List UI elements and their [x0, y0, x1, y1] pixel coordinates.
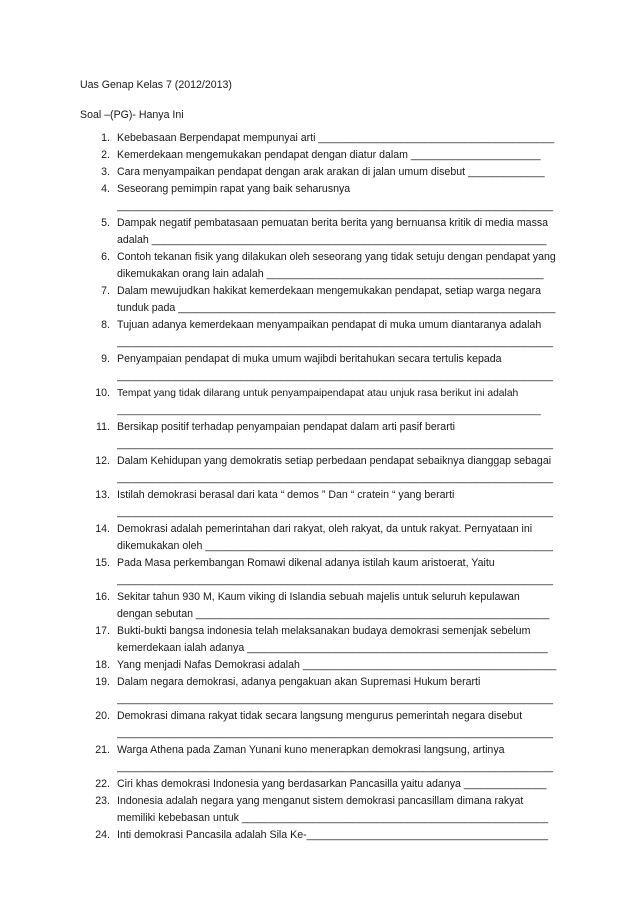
question-text: Demokrasi adalah pemerintahan dari rakyat, oleh rakyat, da untuk rakyat. Pernyataan ini: [117, 523, 533, 535]
question-text: Bersikap positif terhadap penyampaian pendapat dalam arti pasif berarti: [117, 421, 456, 433]
answer-line: __________________________________________________________________________: [117, 761, 553, 773]
question-number: 6.: [101, 251, 110, 263]
question-text: Cara menyampaikan pendapat dengan arak arakan di jalan umum disebut _____________: [117, 166, 545, 178]
question-item: [80, 283, 570, 317]
question-number: 17.: [95, 625, 110, 637]
question-text: Dalam negara demokrasi, adanya pengakuan akan Supremasi Hukum berarti: [117, 676, 481, 688]
question-number: 13.: [95, 489, 110, 501]
question-item: [80, 130, 570, 147]
question-item: [80, 317, 570, 351]
question-item: [80, 708, 570, 742]
question-number: 22.: [95, 778, 110, 790]
answer-line: __________________________________________________________________________: [117, 574, 553, 586]
answer-line: __________________________________________________________________________: [117, 200, 553, 212]
question-list: [80, 130, 570, 844]
answer-line: kemerdekaan ialah adanya ___________________________________________________: [117, 642, 548, 654]
question-number: 18.: [95, 659, 110, 671]
question-number: 20.: [95, 710, 110, 722]
question-text: Inti demokrasi Pancasila adalah Sila Ke-_________________________________________: [117, 829, 549, 841]
answer-line: adalah ___________________________________________________________________: [117, 234, 547, 246]
question-text: Tujuan adanya kemerdekaan menyampaikan pendapat di muka umum diantaranya adalah: [117, 319, 542, 331]
question-item: [80, 419, 570, 453]
question-item: [80, 657, 570, 674]
question-number: 4.: [101, 183, 110, 195]
question-number: 16.: [95, 591, 110, 603]
question-item: [80, 147, 570, 164]
question-number: 9.: [101, 353, 110, 365]
question-number: 11.: [96, 421, 110, 433]
question-number: 1.: [101, 132, 110, 144]
answer-line: __________________________________________________________________________: [117, 438, 553, 450]
question-text: Istilah demokrasi berasal dari kata “ demos ” Dan “ cratein “ yang berarti: [117, 489, 455, 501]
question-text: Bukti-bukti bangsa indonesia telah melaksanakan budaya demokrasi semenjak sebelum: [117, 625, 531, 637]
question-item: [80, 776, 570, 793]
question-text: Contoh tekanan fisik yang dilakukan oleh seseorang yang tidak setuju dengan pendapat yang: [117, 251, 556, 263]
answer-line: dikemukakan oleh ___________________________________________________________: [117, 540, 553, 552]
question-number: 7.: [101, 285, 110, 297]
question-item: [80, 215, 570, 249]
question-text: Dalam mewujudkan hakikat kemerdekaan mengemukakan pendapat, setiap warga negara: [117, 285, 542, 297]
answer-line: __________________________________________________________________________: [117, 336, 553, 348]
question-item: [80, 181, 570, 215]
question-text: Kemerdekaan mengemukakan pendapat dengan diatur dalam ______________________: [117, 149, 541, 161]
answer-line: memiliki kebebasan untuk ____________________________________________________: [117, 812, 549, 824]
question-number: 14.: [95, 523, 110, 535]
question-text: Ciri khas demokrasi Indonesia yang berdasarkan Pancasilla yaitu adanya ______________: [117, 778, 547, 790]
answer-line: __________________________________________________________________________: [117, 506, 553, 518]
question-number: 15.: [95, 557, 110, 569]
question-number: 12.: [95, 455, 110, 467]
question-number: 3.: [101, 166, 110, 178]
answer-line: tunduk pada ________________________________________________________________: [117, 302, 556, 314]
question-item: [80, 793, 570, 827]
question-item: [80, 487, 570, 521]
question-text: Seseorang pemimpin rapat yang baik seharusnya: [117, 183, 351, 195]
question-number: 23.: [95, 795, 110, 807]
question-item: [80, 674, 570, 708]
question-item: [80, 249, 570, 283]
question-number: 2.: [101, 149, 110, 161]
answer-line: __________________________________________________________________________: [117, 472, 553, 484]
question-item: [80, 385, 570, 419]
question-item: [80, 589, 570, 623]
question-number: 21.: [95, 744, 110, 756]
answer-line: __________________________________________________________________________: [117, 370, 553, 382]
question-text: Dalam Kehidupan yang demokratis setiap perbedaan pendapat sebaiknya dianggap sebagai: [117, 455, 552, 467]
question-text: Demokrasi dimana rakyat tidak secara langsung mengurus pemerintah negara disebut: [117, 710, 523, 722]
question-text: Penyampaian pendapat di muka umum wajibdi beritahukan secara tertulis kepada: [117, 353, 502, 365]
question-item: [80, 827, 570, 844]
question-item: [80, 555, 570, 589]
exam-title: Uas Genap Kelas 7 (2012/2013): [80, 79, 232, 91]
question-number: 19.: [95, 676, 110, 688]
question-number: 10.: [95, 387, 110, 399]
question-text: Sekitar tahun 930 M, Kaum viking di Islandia sebuah majelis untuk seluruh kepulawan: [117, 591, 520, 603]
question-text: Kebebasaan Berpendapat mempunyai arti ________________________________________: [117, 132, 555, 144]
question-text: Warga Athena pada Zaman Yunani kuno menerapkan demokrasi langsung, artinya: [117, 744, 505, 756]
question-number: 5.: [101, 217, 110, 229]
question-text: Tempat yang tidak dilarang untuk penyampaipendapat atau unjuk rasa berikut ini adalah: [117, 388, 519, 399]
question-item: [80, 453, 570, 487]
question-text: Dampak negatif pembatasaan pemuatan berita berita yang bernuansa kritik di media massa: [117, 217, 549, 229]
answer-line: dikemukakan orang lain adalah _______________________________________________: [117, 268, 544, 280]
answer-line: __________________________________________________________________________: [117, 693, 553, 705]
exam-subtitle: Soal –(PG)- Hanya Ini: [80, 109, 184, 121]
question-number: 24.: [95, 829, 110, 841]
answer-line: dengan sebutan ____________________________________________________________: [117, 608, 550, 620]
question-text: Indonesia adalah negara yang menganut sistem demokrasi pancasillam dimana rakyat: [117, 795, 524, 807]
question-text: Pada Masa perkembangan Romawi dikenal adanya istilah kaum aristoerat, Yaitu: [117, 557, 495, 569]
question-item: [80, 521, 570, 555]
answer-line: __________________________________________________________________________: [117, 405, 541, 416]
answer-line: __________________________________________________________________________: [117, 727, 553, 739]
question-number: 8.: [101, 319, 110, 331]
question-item: [80, 351, 570, 385]
question-item: [80, 623, 570, 657]
question-text: Yang menjadi Nafas Demokrasi adalah ___________________________________________: [117, 659, 557, 671]
question-item: [80, 164, 570, 181]
question-item: [80, 742, 570, 776]
